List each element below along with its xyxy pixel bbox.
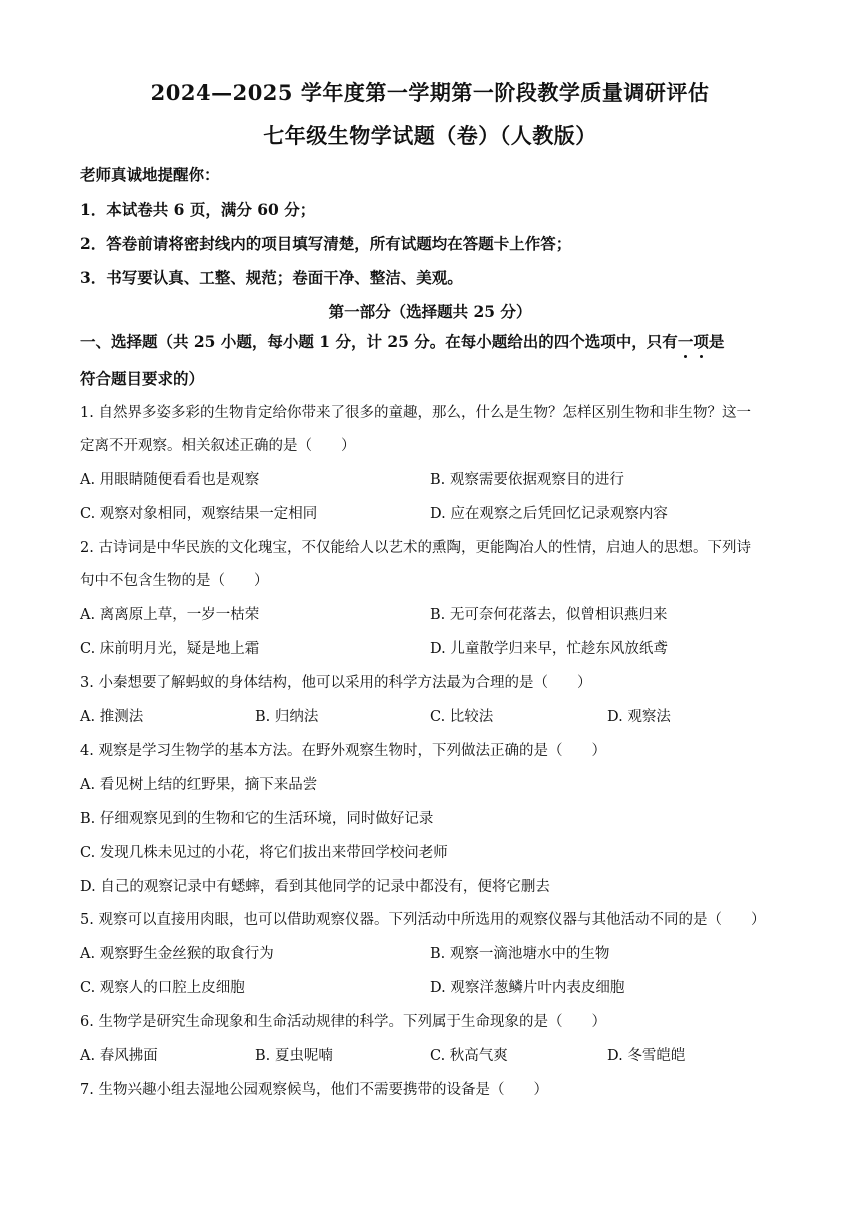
question-2-option-d: D. 儿童散学归来早，忙趁东风放纸鸢 (430, 641, 668, 657)
question-5-stem: 5. 观察可以直接用肉眼，也可以借助观察仪器。下列活动中所选用的观察仪器与其他活动不同的是（ ） (80, 912, 766, 928)
question-3-stem: 3. 小秦想要了解蚂蚁的身体结构，他可以采用的科学方法最为合理的是（ ） (80, 675, 592, 691)
question-4-option-c: C. 发现几株未见过的小花，将它们拔出来带回学校问老师 (80, 845, 448, 861)
question-5-option-c: C. 观察人的口腔上皮细胞 (80, 980, 245, 996)
question-1-option-a: A. 用眼睛随便看看也是观察 (80, 472, 260, 488)
question-4-option-b: B. 仔细观察见到的生物和它的生活环境，同时做好记录 (80, 811, 434, 827)
question-1-option-c: C. 观察对象相同，观察结果一定相同 (80, 506, 318, 522)
emphasis-char-item: 项 (693, 332, 709, 351)
question-2-option-c: C. 床前明月光，疑是地上霜 (80, 641, 260, 657)
question-6-option-a: A. 春风拂面 (80, 1048, 158, 1064)
question-2-stem-line2: 句中不包含生物的是（ ） (80, 573, 269, 589)
question-3-option-c: C. 比较法 (430, 709, 494, 725)
section-instruction-line2: 符合题目要求的） (80, 369, 205, 388)
question-4-option-a: A. 看见树上结的红野果，摘下来品尝 (80, 777, 318, 793)
question-4-stem: 4. 观察是学习生物学的基本方法。在野外观察生物时，下列做法正确的是（ ） (80, 743, 606, 759)
question-1-stem-line2: 定离不开观察。相关叙述正确的是（ ） (80, 438, 356, 454)
question-5-option-b: B. 观察一滴池塘水中的生物 (430, 946, 610, 962)
question-6-option-d: D. 冬雪皑皑 (607, 1048, 686, 1064)
exam-subtitle: 七年级生物学试题（卷）（人教版） (263, 123, 597, 148)
question-7-stem: 7. 生物兴趣小组去湿地公园观察候鸟，他们不需要携带的设备是（ ） (80, 1082, 548, 1098)
question-1-stem-line1: 1. 自然界多姿多彩的生物肯定给你带来了很多的童趣，那么，什么是生物？怎样区别生物和非生物？这一 (80, 405, 751, 421)
section-instruction-line1 (80, 330, 724, 352)
question-3-option-a: A. 推测法 (80, 709, 144, 725)
question-5-option-d: D. 观察洋葱鳞片叶内表皮细胞 (430, 980, 625, 996)
question-2-stem-line1: 2. 古诗词是中华民族的文化瑰宝，不仅能给人以艺术的熏陶，更能陶冶人的性情，启迪人的思想。下列诗 (80, 540, 751, 556)
question-5-option-a: A. 观察野生金丝猴的取食行为 (80, 946, 274, 962)
section-instruction-tail: 是 (708, 332, 725, 351)
reminder-item-3: 3．书写要认真、工整、规范；卷面干净、整洁、美观。 (80, 268, 463, 287)
question-6-stem: 6. 生物学是研究生命现象和生命活动规律的科学。下列属于生命现象的是（ ） (80, 1014, 606, 1030)
section-instruction-text: 一、选择题（共 25 小题，每小题 1 分，计 25 分。在每小题给出的四个选项中，只有 (80, 332, 678, 351)
reminder-heading: 老师真诚地提醒你： (80, 165, 220, 184)
question-6-option-b: B. 夏虫呢喃 (255, 1048, 333, 1064)
question-3-option-d: D. 观察法 (607, 709, 671, 725)
question-2-option-a: A. 离离原上草，一岁一枯荣 (80, 607, 260, 623)
question-4-option-d: D. 自己的观察记录中有蟋蟀，看到其他同学的记录中都没有，便将它删去 (80, 879, 550, 895)
question-1-option-d: D. 应在观察之后凭回忆记录观察内容 (430, 506, 668, 522)
question-1-option-b: B. 观察需要依据观察目的进行 (430, 472, 624, 488)
question-6-option-c: C. 秋高气爽 (430, 1048, 508, 1064)
part-heading: 第一部分（选择题共 25 分） (328, 302, 532, 321)
question-3-option-b: B. 归纳法 (255, 709, 319, 725)
reminder-item-1: 1．本试卷共 6 页，满分 60 分； (80, 200, 316, 219)
exam-title: 2024—2025 学年度第一学期第一阶段教学质量调研评估 (150, 80, 710, 105)
emphasis-char-one: 一 (677, 332, 694, 351)
reminder-item-2: 2．答卷前请将密封线内的项目填写清楚，所有试题均在答题卡上作答； (80, 234, 572, 253)
question-2-option-b: B. 无可奈何花落去，似曾相识燕归来 (430, 607, 668, 623)
